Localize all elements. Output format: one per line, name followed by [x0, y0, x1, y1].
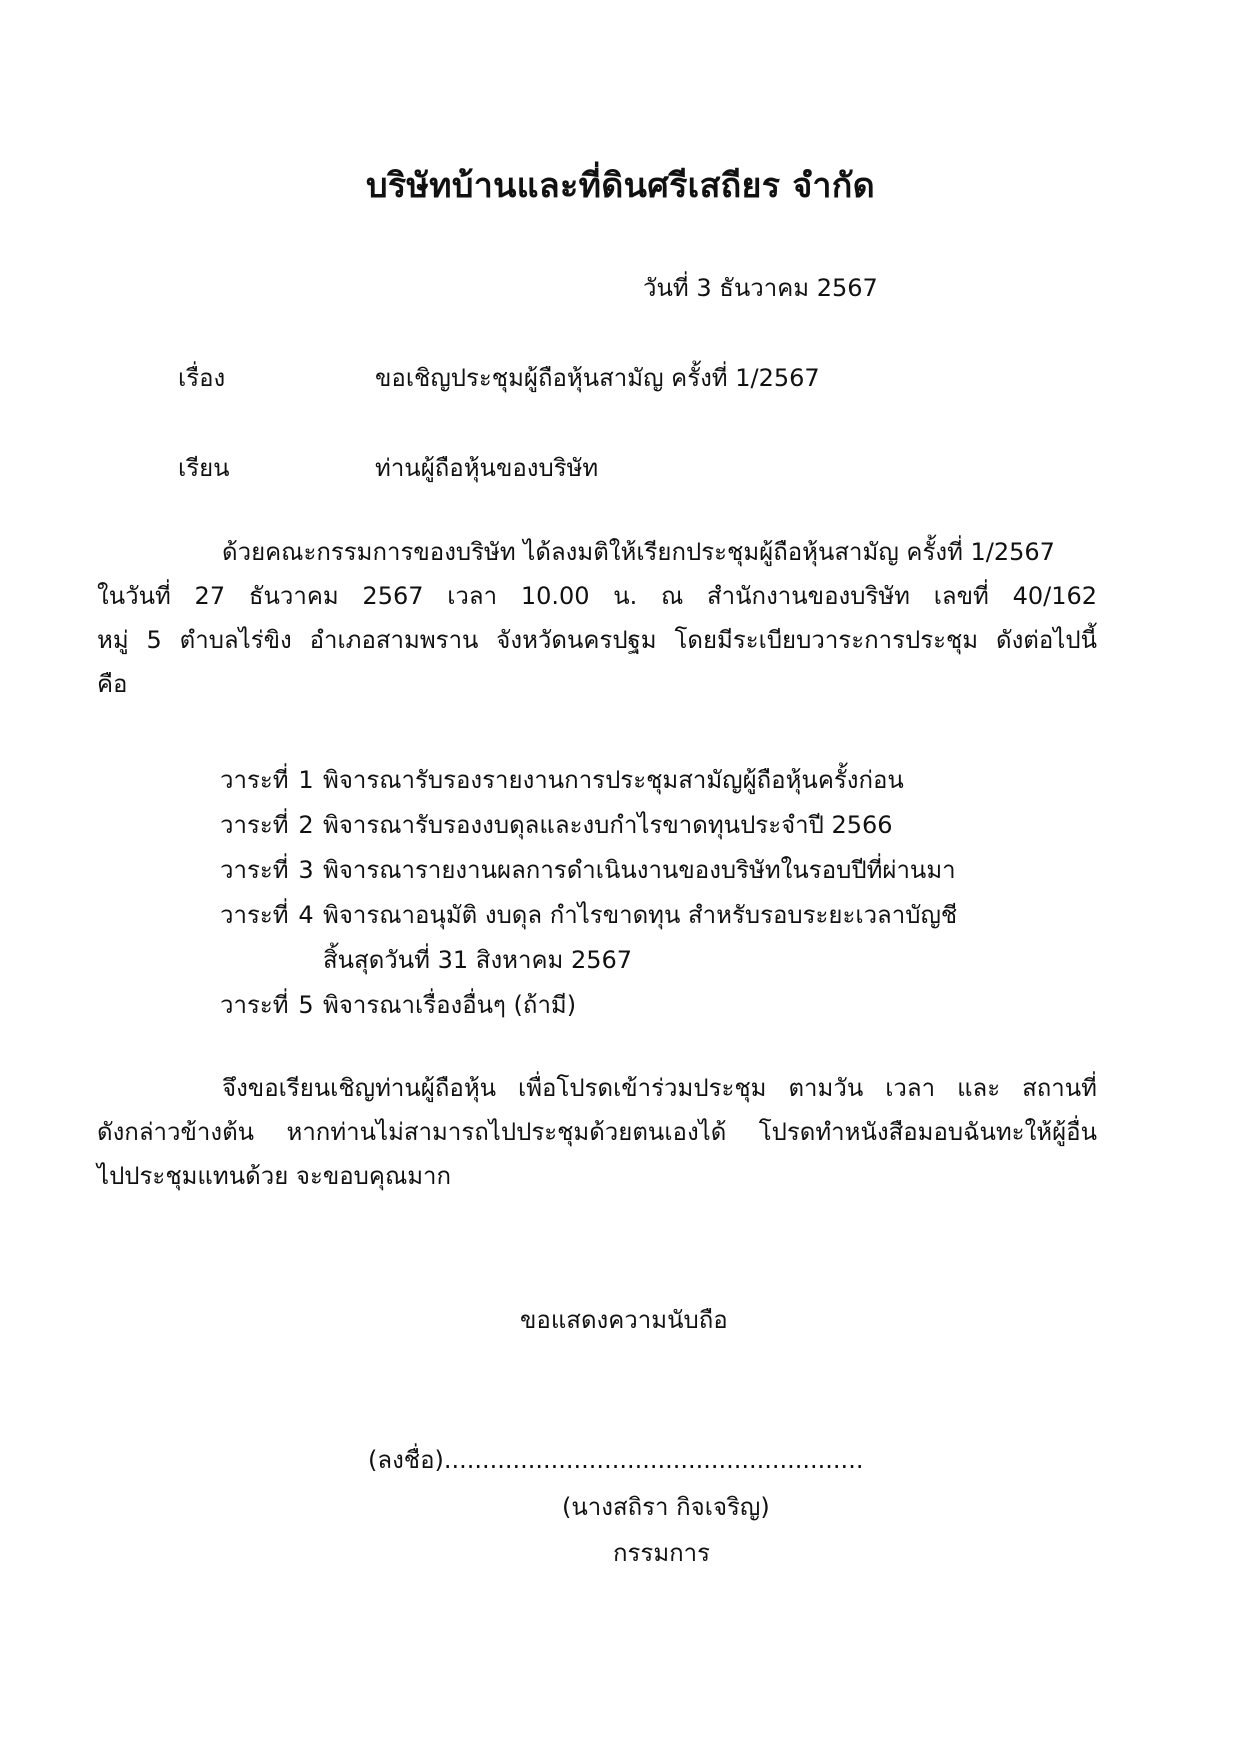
- intro-line-2: ในวันที่ 27 ธันวาคม 2567 เวลา 10.00 น. ณ สำนักงานของบริษัท เลขที่ 40/162: [97, 582, 1097, 610]
- intro-line-4: คือ: [97, 670, 128, 698]
- agenda-text: พิจารณารับรองงบดุลและงบกำไรขาดทุนประจำปี 2566: [323, 811, 893, 839]
- agenda-item: [220, 758, 957, 803]
- agenda-text: พิจารณาอนุมัติ งบดุล กำไรขาดทุน สำหรับรอบระยะเวลาบัญชี: [323, 901, 958, 929]
- agenda-number: 1: [298, 766, 314, 794]
- agenda-item: [220, 893, 957, 938]
- invitation-line-2: ดังกล่าวข้างต้น หากท่านไม่สามารถไปประชุมด้วยตนเองได้ โปรดทำหนังสือมอบฉันทะให้ผู้อื่น: [97, 1118, 1097, 1146]
- agenda-label: วาระที่: [220, 991, 289, 1019]
- agenda-label: วาระที่: [220, 811, 289, 839]
- recipient-value: ท่านผู้ถือหุ้นของบริษัท: [375, 454, 599, 482]
- agenda-label: วาระที่: [220, 901, 289, 929]
- company-title: บริษัทบ้านและที่ดินศรีเสถียร จำกัด: [365, 166, 876, 206]
- invitation-line-3: ไปประชุมแทนด้วย จะขอบคุณมาก: [97, 1162, 452, 1190]
- agenda-item: [220, 803, 957, 848]
- signature-line: (ลงชื่อ).......................................................: [368, 1446, 864, 1474]
- agenda-label: วาระที่: [220, 856, 289, 884]
- signatory-title: กรรมการ: [613, 1539, 711, 1567]
- agenda-text: พิจารณารับรองรายงานการประชุมสามัญผู้ถือหุ้นครั้งก่อน: [323, 766, 904, 794]
- subject-label: เรื่อง: [178, 364, 226, 392]
- agenda-item: [220, 983, 957, 1028]
- agenda-number: 3: [298, 856, 314, 884]
- subject-value: ขอเชิญประชุมผู้ถือหุ้นสามัญ ครั้งที่ 1/2567: [375, 364, 820, 392]
- intro-line-1: ด้วยคณะกรรมการของบริษัท ได้ลงมติให้เรียกประชุมผู้ถือหุ้นสามัญ ครั้งที่ 1/2567: [222, 538, 1055, 566]
- agenda-number: 5: [298, 991, 314, 1019]
- letter-date: วันที่ 3 ธันวาคม 2567: [643, 274, 878, 302]
- agenda-label: วาระที่: [220, 766, 289, 794]
- agenda-text: พิจารณารายงานผลการดำเนินงานของบริษัทในรอบปีที่ผ่านมา: [323, 856, 956, 884]
- agenda-number: 4: [298, 901, 314, 929]
- agenda-continuation: สิ้นสุดวันที่ 31 สิงหาคม 2567: [323, 946, 633, 974]
- intro-paragraph: [97, 530, 1097, 706]
- recipient-label: เรียน: [178, 454, 230, 482]
- invitation-line-1: จึงขอเรียนเชิญท่านผู้ถือหุ้น เพื่อโปรดเข้าร่วมประชุม ตามวัน เวลา และ สถานที่: [222, 1074, 1097, 1102]
- agenda-number: 2: [298, 811, 314, 839]
- agenda-item: [220, 848, 957, 893]
- agenda-list: [220, 758, 957, 1028]
- intro-line-3: หมู่ 5 ตำบลไร่ขิง อำเภอสามพราน จังหวัดนครปฐม โดยมีระเบียบวาระการประชุม ดังต่อไปนี้: [97, 626, 1097, 654]
- closing-phrase: ขอแสดงความนับถือ: [520, 1306, 728, 1334]
- agenda-text: พิจารณาเรื่องอื่นๆ (ถ้ามี): [323, 991, 577, 1019]
- signatory-name: (นางสถิรา กิจเจริญ): [562, 1493, 770, 1521]
- invitation-paragraph: [97, 1066, 1097, 1198]
